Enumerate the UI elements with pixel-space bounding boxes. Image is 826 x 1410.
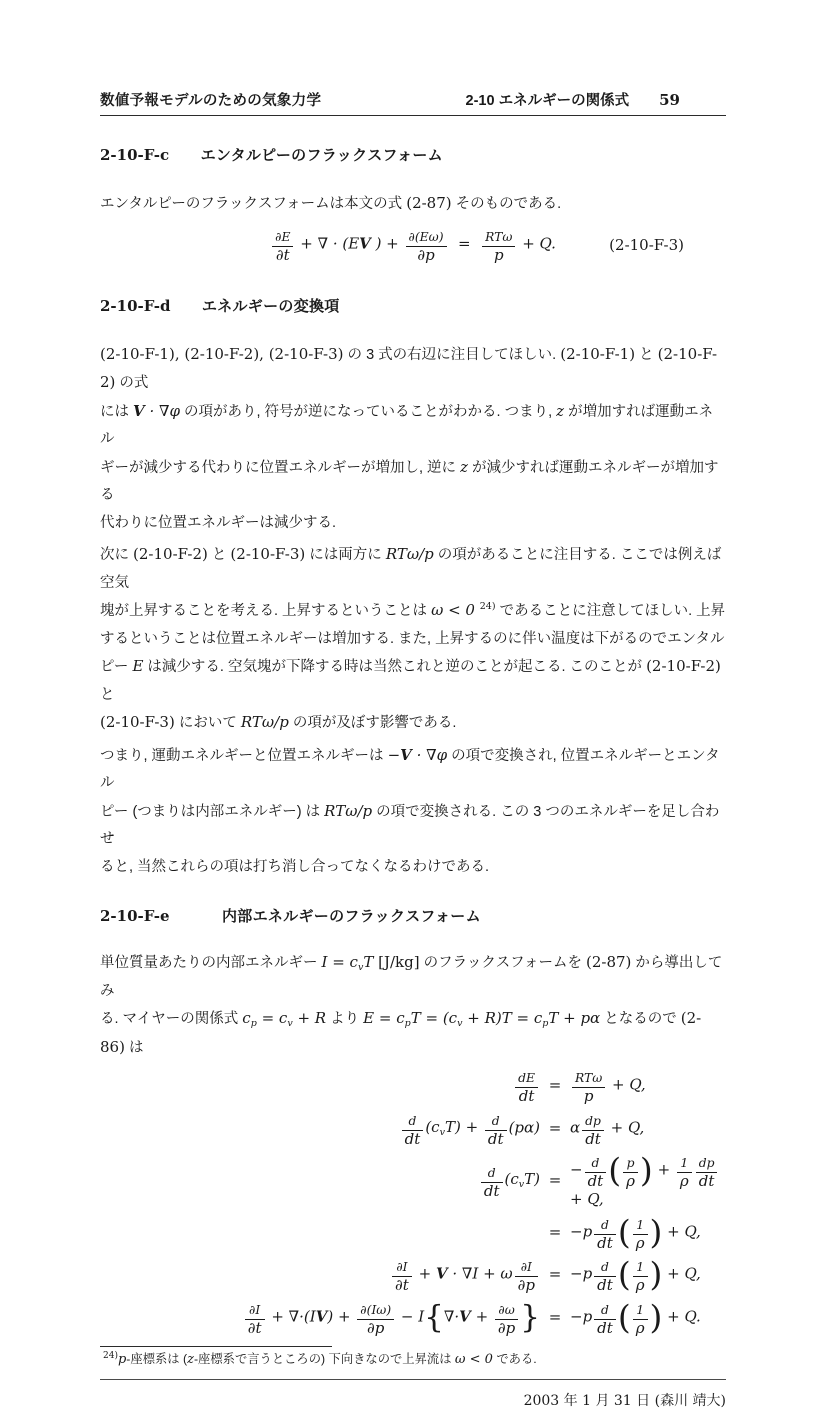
fraction-part: d bbox=[491, 1113, 500, 1128]
math-text: ω < 0 bbox=[454, 1352, 493, 1367]
equation-body bbox=[270, 225, 556, 264]
math-text: + ∇ · (E bbox=[295, 234, 360, 253]
fraction-part: d bbox=[487, 1165, 496, 1180]
text-run: の 3 式の右辺に注目してほしい. bbox=[343, 346, 561, 363]
fraction bbox=[633, 1255, 648, 1294]
fraction bbox=[357, 1298, 394, 1337]
math-bold-vector: V bbox=[359, 234, 371, 253]
paragraph bbox=[100, 742, 726, 882]
text-run: -座標系は ( bbox=[126, 1352, 188, 1366]
equation-row bbox=[100, 1066, 726, 1105]
fraction bbox=[515, 1066, 538, 1105]
roman-text: (2-87) bbox=[406, 194, 452, 212]
fraction-part: dt bbox=[515, 1087, 538, 1105]
fraction-part: dt bbox=[585, 1172, 607, 1190]
equation-rhs bbox=[570, 1255, 726, 1294]
math-text: −p bbox=[570, 1221, 593, 1240]
equation-lhs bbox=[100, 1298, 540, 1337]
roman-text: (2-87) bbox=[586, 953, 632, 971]
text-run: が減少すれば運動エネルギーが増加する bbox=[100, 459, 719, 503]
math-text: α bbox=[570, 1117, 581, 1136]
section-heading-e bbox=[100, 905, 726, 925]
fraction-part: ∂t bbox=[245, 1319, 265, 1337]
footer-rule bbox=[100, 1379, 726, 1380]
math-text: · ∇φ bbox=[411, 745, 448, 764]
fraction-part: ∂I bbox=[396, 1260, 408, 1274]
math-bold-vector: V bbox=[315, 1306, 328, 1325]
paragraph bbox=[100, 341, 726, 538]
math-text: + Q. bbox=[662, 1306, 701, 1325]
fraction bbox=[392, 1255, 412, 1294]
equation-array bbox=[100, 1066, 726, 1336]
subscript: v bbox=[439, 1126, 445, 1138]
text-run: が増加すれば運動エネル bbox=[100, 403, 714, 447]
section-heading-c bbox=[100, 144, 726, 164]
header-rule bbox=[100, 115, 726, 116]
section-title: エネルギーの変換項 bbox=[201, 297, 340, 315]
section-heading-d bbox=[100, 295, 726, 315]
superscript: 24) bbox=[103, 1351, 118, 1361]
math-text: RTω/p bbox=[385, 545, 434, 563]
math-bold-vector: V bbox=[459, 1306, 471, 1325]
fraction-part: dt bbox=[594, 1319, 616, 1337]
fraction bbox=[272, 225, 293, 264]
text-run: は減少する. 空気塊が下降する時は当然これと逆のことが起こる. このことが bbox=[143, 659, 647, 675]
fraction-part: dt bbox=[402, 1130, 424, 1148]
text-run: するということは位置エネルギーは増加する. また, 上昇するのに伴い温度は下がるのでエンタル bbox=[100, 630, 725, 647]
roman-text: (2-10-F-2) bbox=[646, 657, 721, 675]
paragraph bbox=[100, 190, 726, 219]
footer-date-author: 2003 年 1 月 31 日 (森川 靖大) bbox=[523, 1393, 726, 1409]
equals-sign: = bbox=[548, 1265, 562, 1284]
subscript: p bbox=[250, 1018, 257, 1029]
text-line bbox=[100, 510, 726, 538]
big-paren: ) bbox=[649, 1254, 663, 1294]
text-line bbox=[100, 742, 726, 798]
equation-rhs bbox=[570, 1109, 726, 1148]
fraction-part: dt bbox=[696, 1172, 718, 1190]
fraction bbox=[582, 1109, 604, 1148]
math-text: $(c_vT)$ + bbox=[425, 1117, 483, 1138]
math-text: RTω/p bbox=[324, 801, 373, 820]
fraction-part: 1 bbox=[636, 1260, 645, 1274]
text-run: エンタルピーのフラックスフォームは本文の式 bbox=[100, 196, 407, 212]
equals-sign: = bbox=[548, 1118, 562, 1137]
math-text: · ∇φ bbox=[144, 401, 180, 420]
paragraph bbox=[100, 949, 726, 1062]
fraction bbox=[481, 1161, 503, 1200]
math-text: ) + bbox=[327, 1306, 356, 1325]
big-paren: ( bbox=[617, 1211, 631, 1251]
big-paren: ( bbox=[617, 1254, 631, 1294]
page-footer bbox=[100, 1390, 726, 1410]
big-paren: ) bbox=[639, 1150, 653, 1190]
subscript: v bbox=[518, 1178, 525, 1190]
text-line bbox=[100, 854, 726, 882]
page-content bbox=[100, 0, 726, 1410]
fraction bbox=[696, 1151, 718, 1190]
fraction bbox=[482, 225, 515, 264]
math-text: z bbox=[187, 1352, 194, 1367]
big-paren: ( bbox=[608, 1150, 622, 1190]
fraction bbox=[677, 1151, 692, 1190]
fraction bbox=[402, 1109, 424, 1148]
text-run: ると, 当然これらの項は打ち消し合ってなくなるわけである. bbox=[100, 858, 490, 875]
text-run: -座標系で言うところの) 下向きなので上昇流は bbox=[193, 1352, 455, 1366]
equation-lhs bbox=[100, 1161, 540, 1200]
text-run: の項があり, 符号が逆になっていることがわかる. つまり, bbox=[179, 403, 557, 420]
math-bold-vector: V bbox=[400, 745, 412, 764]
fraction-part: p bbox=[482, 246, 515, 264]
fraction-part: dt bbox=[582, 1130, 604, 1148]
equation-lhs bbox=[100, 1066, 540, 1105]
section-title: エンタルピーのフラックスフォーム bbox=[200, 147, 443, 164]
equation-rhs bbox=[570, 1151, 726, 1209]
math-text: ) + bbox=[370, 234, 404, 253]
roman-text: [J/kg] bbox=[373, 953, 420, 971]
math-text: z bbox=[556, 401, 565, 420]
big-brace: } bbox=[520, 1298, 540, 1335]
text-run: の項で変換される. この 3 つのエネルギーを足し合わせ bbox=[100, 803, 720, 847]
subscript: p bbox=[542, 1018, 549, 1029]
fraction-part: ∂p bbox=[495, 1319, 518, 1337]
big-paren: ) bbox=[649, 1296, 663, 1336]
math-text: · ∇I + ω bbox=[447, 1264, 513, 1283]
equation-row bbox=[100, 1151, 726, 1209]
text-line bbox=[100, 653, 726, 709]
fraction bbox=[594, 1298, 616, 1337]
fraction bbox=[633, 1298, 648, 1337]
text-run: には両方に bbox=[305, 547, 386, 563]
fraction-part: RTω bbox=[485, 230, 513, 245]
footnote bbox=[100, 1350, 726, 1369]
math-text: $I = c_vT$ bbox=[321, 953, 374, 973]
text-run: ギーが減少する代わりに位置エネルギーが増加し, 逆に bbox=[100, 459, 461, 476]
text-run: 次に bbox=[100, 547, 134, 563]
fraction-part: 1 bbox=[636, 1217, 645, 1232]
math-text: + Q, bbox=[607, 1075, 646, 1094]
text-line bbox=[100, 398, 726, 454]
equation-rhs bbox=[570, 1213, 726, 1252]
text-line bbox=[100, 341, 726, 398]
text-run: の式 bbox=[115, 375, 149, 391]
fraction bbox=[406, 225, 447, 264]
equals-sign: = bbox=[548, 1222, 562, 1241]
math-text: − bbox=[387, 745, 401, 764]
roman-text: (2-10-F-2) bbox=[133, 545, 208, 563]
text-line bbox=[100, 626, 726, 654]
paragraph bbox=[100, 541, 726, 738]
fraction-part: ∂p bbox=[357, 1319, 394, 1337]
fraction bbox=[515, 1255, 538, 1294]
text-run: より bbox=[326, 1011, 364, 1027]
page-number: 59 bbox=[659, 91, 680, 109]
subscript: p bbox=[404, 1018, 411, 1029]
text-line bbox=[100, 709, 726, 738]
equation-row bbox=[100, 1255, 726, 1294]
text-run: ピー bbox=[100, 659, 133, 675]
fraction-part: dp bbox=[585, 1113, 601, 1128]
equals-sign: = bbox=[548, 1307, 562, 1326]
fraction-part: ρ bbox=[623, 1172, 638, 1190]
math-text: $c_p = c_v + R$ bbox=[242, 1009, 327, 1029]
roman-text: (2-10-F-1), (2-10-F-2), (2-10-F-3) bbox=[100, 344, 344, 363]
math-text: − I bbox=[396, 1306, 425, 1325]
page-header bbox=[100, 0, 726, 110]
text-run: 塊が上昇することを考える. 上昇するということは bbox=[100, 603, 432, 619]
fraction-part: dt bbox=[594, 1234, 616, 1252]
subscript: v bbox=[287, 1018, 293, 1029]
equation-row bbox=[100, 1213, 726, 1252]
fraction-part: ∂t bbox=[272, 246, 293, 264]
fraction-part: d bbox=[591, 1156, 600, 1170]
roman-text: (2-10-F-2) bbox=[100, 344, 718, 391]
text-run: には bbox=[100, 403, 134, 420]
text-run: と bbox=[207, 547, 231, 563]
math-bold-vector: V bbox=[133, 401, 145, 420]
header-left-title: 数値予報モデルのための気象力学 bbox=[100, 93, 322, 109]
fraction-part: ∂ω bbox=[498, 1302, 515, 1317]
text-run: と bbox=[635, 346, 658, 363]
text-run: つまり, 運動エネルギーと位置エネルギーは bbox=[100, 747, 388, 764]
fraction-part: dE bbox=[518, 1071, 535, 1085]
math-text: + bbox=[470, 1306, 493, 1325]
roman-text bbox=[103, 1352, 118, 1367]
text-run: は bbox=[124, 1039, 144, 1056]
section-number: 2-10-F-c bbox=[100, 146, 170, 164]
fraction bbox=[623, 1151, 638, 1190]
fraction bbox=[495, 1298, 518, 1337]
section-title: 内部エネルギーのフラックスフォーム bbox=[221, 908, 481, 925]
fraction-part: ∂p bbox=[406, 246, 447, 264]
fraction-part: dt bbox=[485, 1130, 507, 1148]
fraction bbox=[572, 1066, 605, 1105]
fraction-part: ρ bbox=[633, 1319, 648, 1337]
math-text: + Q, bbox=[662, 1264, 701, 1283]
math-text: ω < 0 bbox=[431, 601, 475, 619]
fraction bbox=[594, 1213, 616, 1252]
text-line bbox=[100, 798, 726, 854]
superscript: 24) bbox=[479, 601, 496, 612]
math-text: p bbox=[117, 1352, 127, 1367]
math-text: − bbox=[570, 1160, 583, 1179]
fraction bbox=[594, 1255, 616, 1294]
big-paren: ( bbox=[617, 1296, 631, 1336]
text-run: である. bbox=[492, 1352, 537, 1366]
math-text: −p bbox=[570, 1306, 593, 1325]
text-run: る. マイヤーの関係式 bbox=[100, 1011, 243, 1027]
footnote-rule bbox=[100, 1346, 332, 1347]
math-text: RTω/p bbox=[240, 713, 289, 731]
math-text: + ∇·(I bbox=[266, 1306, 316, 1325]
text-line bbox=[100, 541, 726, 597]
equation-number: (2-10-F-3) bbox=[609, 235, 684, 254]
math-text: = bbox=[448, 234, 481, 253]
text-run: において bbox=[174, 715, 241, 731]
roman-text: (2-10-F-3) bbox=[100, 713, 175, 731]
fraction-part: d bbox=[601, 1260, 609, 1274]
display-equation bbox=[100, 223, 726, 267]
roman-text: (2-10-F-3) bbox=[230, 545, 306, 563]
header-section-title: 2-10 エネルギーの関係式 bbox=[465, 93, 630, 109]
section-number: 2-10-F-d bbox=[100, 296, 171, 315]
math-text: E bbox=[132, 657, 144, 675]
fraction-part: ∂t bbox=[392, 1276, 412, 1294]
text-run: 代わりに位置エネルギーは減少する. bbox=[100, 514, 337, 531]
section-number: 2-10-F-e bbox=[100, 907, 170, 925]
subscript: v bbox=[357, 962, 364, 973]
fraction bbox=[245, 1298, 265, 1337]
header-right bbox=[466, 89, 726, 110]
big-paren: ) bbox=[649, 1211, 663, 1251]
text-run: そのものである. bbox=[451, 196, 562, 212]
fraction-part: p bbox=[572, 1087, 605, 1105]
fraction bbox=[633, 1213, 648, 1252]
text-run: と bbox=[100, 659, 725, 703]
math-bold-vector: V bbox=[435, 1264, 448, 1283]
text-line bbox=[100, 949, 726, 1005]
fraction-part: RTω bbox=[575, 1071, 603, 1085]
fraction bbox=[485, 1109, 507, 1148]
fraction-part: d bbox=[408, 1113, 417, 1128]
fraction-part: ∂I bbox=[520, 1260, 532, 1274]
math-text: + Q, bbox=[662, 1221, 701, 1240]
text-run: であることに注意してほしい. 上昇 bbox=[495, 603, 726, 619]
math-text: z bbox=[460, 457, 468, 476]
text-line bbox=[100, 1005, 726, 1062]
text-run: の項があることに注目する. ここでは例えば空気 bbox=[100, 547, 722, 591]
math-text: + bbox=[652, 1160, 675, 1179]
text-line bbox=[100, 454, 726, 510]
text-run: のフラックスフォームを bbox=[419, 955, 586, 971]
math-text: + Q. bbox=[517, 234, 556, 253]
fraction-part: d bbox=[601, 1302, 609, 1317]
equation-row bbox=[100, 1298, 726, 1337]
math-text: + Q, bbox=[605, 1117, 645, 1136]
fraction bbox=[585, 1151, 607, 1190]
equals-sign: = bbox=[548, 1076, 562, 1095]
roman-text: (2-86) bbox=[100, 1009, 702, 1056]
fraction-part: dt bbox=[481, 1182, 503, 1200]
fraction-part: ρ bbox=[677, 1172, 692, 1190]
fraction-part: dt bbox=[594, 1276, 616, 1294]
math-text: (pα) bbox=[508, 1117, 540, 1136]
text-run: となるので bbox=[600, 1011, 681, 1027]
fraction-part: dp bbox=[698, 1156, 715, 1170]
text-run: の項で変換され, 位置エネルギーとエンタル bbox=[100, 747, 720, 791]
fraction-part: ρ bbox=[633, 1276, 648, 1294]
fraction-part: p bbox=[626, 1156, 635, 1170]
fraction-part: ∂I bbox=[249, 1302, 261, 1317]
math-text: $E = c_pT = (c_v + R)T = c_pT + p\alpha$ bbox=[363, 1009, 601, 1029]
text-run: の項が及ぼす影響である. bbox=[288, 715, 457, 731]
subscript: v bbox=[457, 1018, 463, 1029]
equation-rhs bbox=[570, 1066, 726, 1105]
math-text: $(c_vT)$ bbox=[504, 1169, 540, 1190]
equation-lhs bbox=[100, 1109, 540, 1148]
fraction-part: ∂(Eω) bbox=[408, 230, 444, 245]
fraction-part: 1 bbox=[680, 1156, 689, 1170]
fraction-part: ∂p bbox=[515, 1276, 538, 1294]
equation-rhs bbox=[570, 1298, 726, 1337]
math-text: −p bbox=[570, 1264, 593, 1283]
text-line bbox=[100, 190, 726, 219]
text-run: から導出してみ bbox=[100, 955, 723, 999]
math-text: ∇· bbox=[443, 1306, 460, 1325]
big-brace: { bbox=[424, 1298, 444, 1335]
text-line bbox=[100, 597, 726, 626]
equals-sign: = bbox=[548, 1170, 562, 1189]
fraction-part: ρ bbox=[633, 1234, 648, 1252]
equation-lhs bbox=[100, 1255, 540, 1294]
roman-text bbox=[475, 601, 496, 619]
text-run: 単位質量あたりの内部エネルギー bbox=[100, 955, 322, 971]
fraction-part: ∂E bbox=[275, 230, 291, 245]
equation-row bbox=[100, 1109, 726, 1148]
fraction-part: ∂(Iω) bbox=[360, 1302, 392, 1317]
fraction-part: 1 bbox=[636, 1302, 645, 1317]
math-text: + bbox=[413, 1264, 436, 1283]
roman-text: (2-10-F-1) bbox=[560, 344, 636, 363]
text-run: ピー (つまりは内部エネルギー) は bbox=[100, 803, 325, 820]
math-text: + Q, bbox=[570, 1160, 725, 1208]
fraction-part: d bbox=[601, 1217, 609, 1232]
